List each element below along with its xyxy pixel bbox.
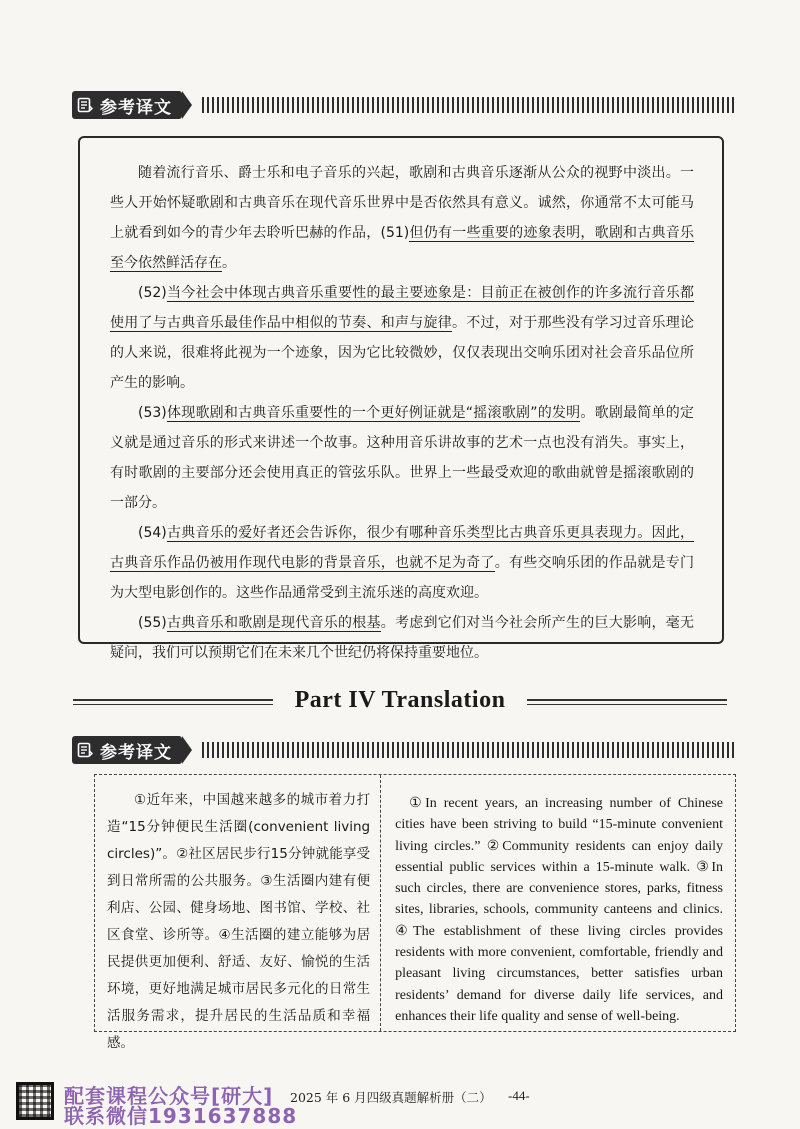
section-badge-label: 参考译文 [100, 742, 172, 763]
translation-paragraph-2: (52)当今社会中体现古典音乐重要性的最主要迹象是：目前正在被创作的许多流行音乐都使用了与古典音乐最佳作品中相似的节奏、和声与旋律。不过，对于那些没有学习过音乐理论的人来说，很难将此视为一个迹象，因为它比较微妙，仅仅表现出交响乐团对社会音乐品位所产生的影响。 [110, 285, 694, 391]
underlined-answer-51: 但仍有一些重要的迹象表明，歌剧和古典音乐至今依然鲜活存在 [110, 225, 695, 271]
promo-line-2: 联系微信1931637888 [64, 1104, 298, 1128]
part-title-text: Part IV Translation [294, 686, 506, 713]
translation-paragraph-4: (54)古典音乐的爱好者还会告诉你，很少有哪种音乐类型比古典音乐更具表现力。因此，古典音乐作品仍被用作现代电影的背景音乐，也就不足为奇了。有些交响乐团的作品就是专门为大型电影创作的。这些作品通常受到主流乐迷的高度欢迎。 [110, 525, 694, 601]
section-header-reference-translation [72, 90, 734, 120]
decorative-hatch [202, 97, 734, 113]
translation-paragraph-1: 随着流行音乐、爵士乐和电子音乐的兴起，歌剧和古典音乐逐渐从公众的视野中淡出。一些人开始怀疑歌剧和古典音乐在现代音乐世界中是否依然具有意义。诚然，你通常不太可能马上就看到如今的青少年去聆听巴赫的作品，(51)但仍有一些重要的迹象表明，歌剧和古典音乐至今依然鲜活存在。 [110, 165, 695, 271]
translation-table [94, 774, 736, 1051]
title-rule-left [73, 699, 273, 701]
document-icon [76, 96, 94, 114]
section-badge [72, 736, 182, 764]
chinese-source-text: ①近年来，中国越来越多的城市着力打造“15分钟便民生活圈(convenient living circles)”。②社区居民步行15分钟就能享受到日常所需的公共服务。③生活圈内建有便利店、公园、健身场地、图书馆、学校、社区食堂、诊所等。④生活圈的建立能够为居民提供更加便利、舒适、友好、愉悦的生活环境，更好地满足城市居民多元化的日常生活服务需求，提升居民的生活品质和幸福感。 [107, 792, 371, 1051]
underlined-answer-52: 当今社会中体现古典音乐重要性的最主要迹象是：目前正在被创作的许多流行音乐都使用了与古典音乐最佳作品中相似的节奏、和声与旋律 [110, 285, 694, 331]
underlined-answer-55: 古典音乐和歌剧是现代音乐的根基 [166, 615, 381, 631]
translation-paragraph-3: (53)体现歌剧和古典音乐重要性的一个更好例证就是“摇滚歌剧”的发明。歌剧最简单的定义就是通过音乐的形式来讲述一个故事。这种用音乐讲故事的艺术一点也没有消失。事实上，有时歌剧的主要部分还会使用真正的管弦乐队。世界上一些最受欢迎的歌曲就曾是摇滚歌剧的一部分。 [110, 405, 694, 511]
english-translation-column [381, 775, 735, 1031]
reading-translation-box [78, 136, 724, 661]
badge-tail [182, 736, 192, 764]
underlined-answer-54: 古典音乐的爱好者还会告诉你，很少有哪种音乐类型比古典音乐更具表现力。因此，古典音乐作品仍被用作现代电影的背景音乐，也就不足为奇了 [110, 525, 694, 571]
title-rule-right [527, 699, 727, 701]
qr-code [16, 1082, 54, 1120]
page-footer [0, 1080, 800, 1128]
translation-paragraph-5: (55)古典音乐和歌剧是现代音乐的根基。考虑到它们对当今社会所产生的巨大影响，毫无疑问，我们可以预期它们在未来几个世纪仍将保持重要地位。 [110, 615, 694, 661]
underlined-answer-53: 体现歌剧和古典音乐重要性的一个更好例证就是“摇滚歌剧”的发明 [166, 405, 581, 421]
english-translation-text: ①In recent years, an increasing number of Chinese cities have been striving to build “15-minute convenient living circles.” ②Community residents can enjoy daily essential public services within a 15-minute walk. ③In such circles, there are convenience stores, parks, fitness sites, libraries, schools, community canteens and clinics. ④The establishment of these living circles provides residents with more convenient, comfortable, friendly and pleasant living circumstances, better satisfies urban residents’ demand for diverse daily life services, and enhances their life quality and sense of well-being. [395, 796, 723, 1024]
badge-tail [182, 91, 192, 119]
section-badge-label: 参考译文 [100, 97, 172, 118]
page-number: -44- [508, 1088, 530, 1103]
promo-line-1: 配套课程公众号[研大] [64, 1084, 274, 1108]
document-icon [76, 741, 94, 759]
book-title: 2025 年 6 月四级真题解析册（二） [290, 1090, 492, 1105]
decorative-hatch [202, 742, 734, 758]
part-title [0, 680, 800, 720]
chinese-source-column [95, 775, 381, 1051]
section-header-reference-translation-2 [72, 735, 734, 765]
section-badge [72, 91, 182, 119]
